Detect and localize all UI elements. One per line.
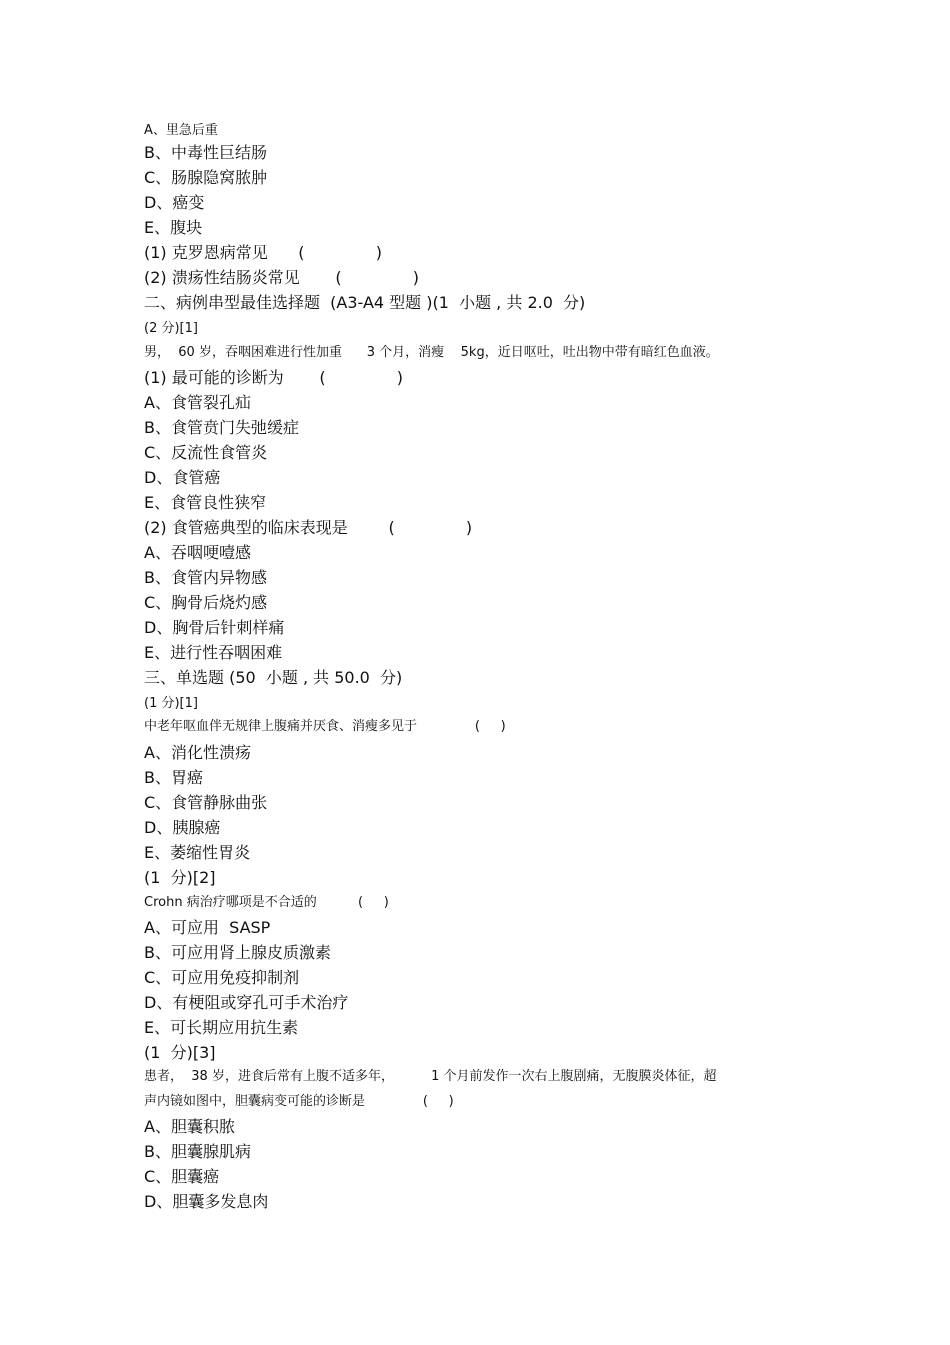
score-label: (1 分)[2]: [144, 868, 216, 887]
option-line: E、腹块: [144, 218, 203, 237]
score-label: (2 分)[1]: [144, 321, 198, 336]
score-label: (1 分)[1]: [144, 696, 198, 711]
case-stem: 男， 60 岁，吞咽困难进行性加重 3 个月，消瘦 5kg，近日呕吐，吐出物中带有暗红色血液。: [144, 345, 719, 360]
question-line: (1) 克罗恩病常见 ( ): [144, 243, 382, 262]
option-line: A、里急后重: [144, 123, 218, 138]
option-line: B、胃癌: [144, 768, 203, 787]
option-line: E、萎缩性胃炎: [144, 843, 251, 862]
question-stem: 声内镜如图中，胆囊病变可能的诊断是 ( ): [144, 1094, 454, 1109]
option-line: A、胆囊积脓: [144, 1117, 235, 1136]
option-line: B、可应用肾上腺皮质激素: [144, 943, 331, 962]
option-line: D、有梗阻或穿孔可手术治疗: [144, 993, 349, 1012]
option-line: E、进行性吞咽困难: [144, 643, 283, 662]
option-line: E、可长期应用抗生素: [144, 1018, 299, 1037]
option-line: D、食管癌: [144, 468, 221, 487]
option-line: D、癌变: [144, 193, 205, 212]
score-label: (1 分)[3]: [144, 1043, 216, 1062]
question-line: (2) 食管癌典型的临床表现是 ( ): [144, 518, 473, 537]
section-heading: 二、病例串型最佳选择题 (A3-A4 型题 )(1 小题 , 共 2.0 分): [144, 293, 586, 312]
option-line: C、反流性食管炎: [144, 443, 268, 462]
option-line: B、胆囊腺肌病: [144, 1142, 251, 1161]
option-line: C、胆囊癌: [144, 1167, 220, 1186]
section-heading: 三、单选题 (50 小题 , 共 50.0 分): [144, 668, 403, 687]
question-stem: 中老年呕血伴无规律上腹痛并厌食、消瘦多见于 ( ): [144, 719, 506, 734]
option-line: D、胆囊多发息肉: [144, 1192, 269, 1211]
option-line: B、食管贲门失弛缓症: [144, 418, 299, 437]
option-line: B、食管内异物感: [144, 568, 267, 587]
option-line: B、中毒性巨结肠: [144, 143, 267, 162]
option-line: A、食管裂孔疝: [144, 393, 251, 412]
question-stem: 患者， 38 岁，进食后常有上腹不适多年， 1 个月前发作一次右上腹剧痛，无腹膜炎体征，超: [144, 1069, 717, 1084]
question-line: (2) 溃疡性结肠炎常见 ( ): [144, 268, 420, 287]
option-line: C、胸骨后烧灼感: [144, 593, 268, 612]
option-line: A、消化性溃疡: [144, 743, 251, 762]
option-line: C、食管静脉曲张: [144, 793, 268, 812]
option-line: C、可应用免疫抑制剂: [144, 968, 300, 987]
option-line: D、胸骨后针刺样痛: [144, 618, 285, 637]
question-line: (1) 最可能的诊断为 ( ): [144, 368, 404, 387]
question-stem: Crohn 病治疗哪项是不合适的 ( ): [144, 895, 389, 910]
option-line: D、胰腺癌: [144, 818, 221, 837]
option-line: A、吞咽哽噎感: [144, 543, 251, 562]
option-line: A、可应用 SASP: [144, 918, 271, 937]
option-line: E、食管良性狭窄: [144, 493, 267, 512]
option-line: C、肠腺隐窝脓肿: [144, 168, 268, 187]
